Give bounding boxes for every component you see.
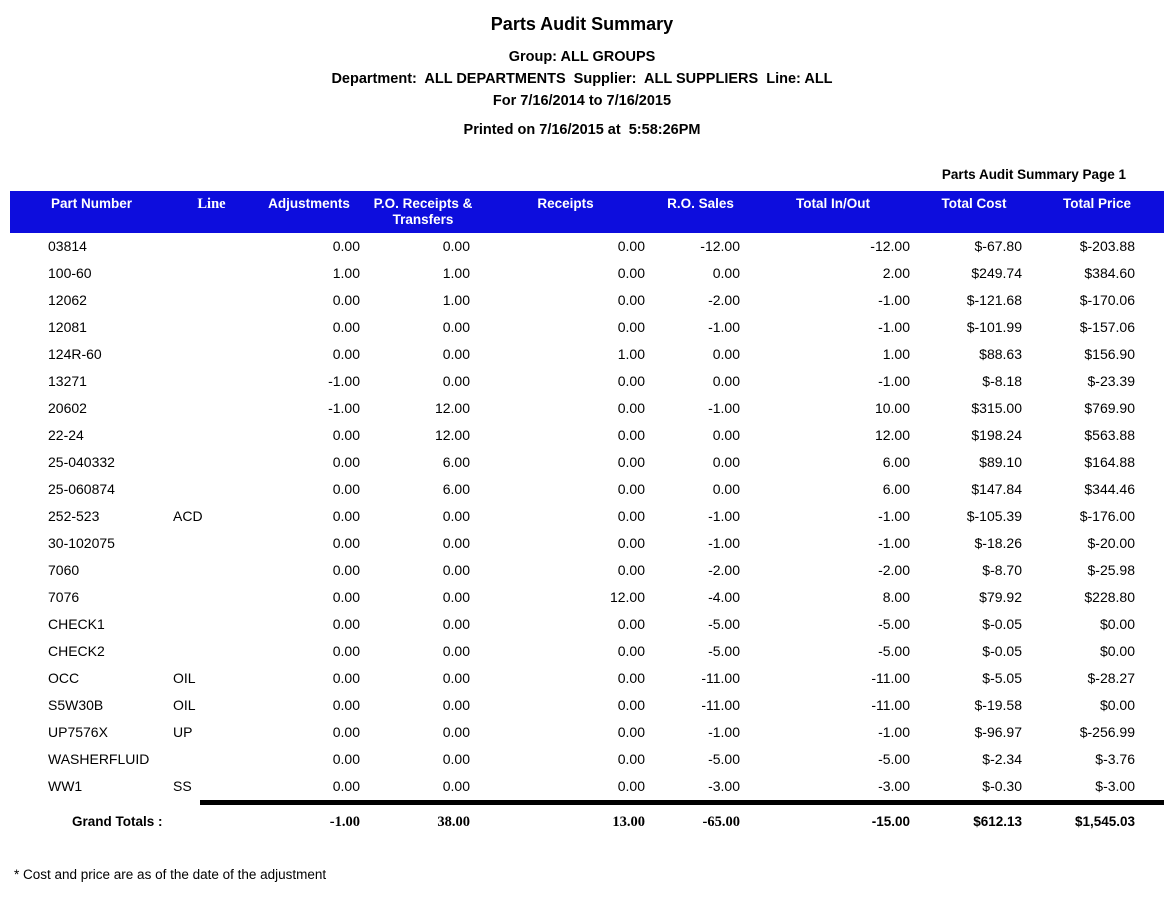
cell-adjustments: 0.00: [332, 508, 360, 524]
cell-line: [173, 233, 250, 260]
cell-adjustments: 0.00: [332, 292, 360, 308]
cell-ro-sales: -5.00: [708, 616, 740, 632]
cell-part-number: 12081: [48, 319, 87, 335]
cell-receipts: 0.00: [617, 454, 645, 470]
cell-po-receipts: 0.00: [442, 751, 470, 767]
cell-part-number: 25-060874: [48, 481, 115, 497]
cell-part-number: 7060: [48, 562, 80, 578]
cell-adjustments: -1.00: [328, 373, 360, 389]
cell-total-price: $-203.88: [1079, 238, 1135, 254]
cell-part-number: OCC: [48, 670, 80, 686]
cell-po-receipts: 1.00: [442, 265, 470, 281]
cell-total-cost: $-2.34: [982, 751, 1022, 767]
cell-ro-sales: 0.00: [712, 265, 740, 281]
cell-total-in-out: -5.00: [878, 751, 910, 767]
cell-total-in-out: 1.00: [882, 346, 910, 362]
cell-ro-sales: -5.00: [708, 751, 740, 767]
table-row: [10, 584, 1164, 611]
cell-po-receipts: 0.00: [442, 562, 470, 578]
column-header-adjustments: Adjustments: [268, 196, 350, 211]
cell-total-in-out: -11.00: [871, 670, 910, 686]
cell-part-number: CHECK1: [48, 616, 105, 632]
cell-total-cost: $-96.97: [974, 724, 1022, 740]
cell-ro-sales: -11.00: [701, 697, 740, 713]
cell-line: [173, 476, 250, 503]
grand-total-line-empty: [173, 807, 250, 837]
cell-total-price: $-157.06: [1079, 319, 1135, 335]
cell-ro-sales: 0.00: [712, 454, 740, 470]
cell-part-number: 13271: [48, 373, 87, 389]
cell-receipts: 0.00: [617, 562, 645, 578]
cell-adjustments: 0.00: [332, 697, 360, 713]
cell-receipts: 0.00: [617, 319, 645, 335]
column-header-total-price: Total Price: [1062, 196, 1132, 211]
grand-total-adjustments: -1.00: [329, 814, 360, 830]
cell-total-price: $384.60: [1084, 265, 1135, 281]
grand-total-po-receipts: 38.00: [437, 814, 470, 830]
cell-total-price: $-3.00: [1095, 778, 1135, 794]
table-row: [10, 287, 1164, 314]
cell-po-receipts: 0.00: [442, 373, 470, 389]
column-header-total-in-out: Total In/Out: [796, 196, 870, 211]
report-printed-line: Printed on 7/16/2015 at 5:58:26PM: [463, 122, 701, 138]
cell-adjustments: 0.00: [332, 427, 360, 443]
cell-ro-sales: -4.00: [708, 589, 740, 605]
cell-total-price: $-28.27: [1087, 670, 1135, 686]
table-row: [10, 773, 1164, 800]
table-row: [10, 611, 1164, 638]
cell-po-receipts: 0.00: [442, 508, 470, 524]
report-filters-line: Department: ALL DEPARTMENTS Supplier: ALL SUPPLIERS Line: ALL: [331, 71, 833, 87]
cell-part-number: 100-60: [48, 265, 92, 281]
cell-receipts: 0.00: [617, 778, 645, 794]
cell-total-price: $769.90: [1084, 400, 1135, 416]
cell-total-cost: $-121.68: [966, 292, 1022, 308]
table-row: [10, 476, 1164, 503]
cell-receipts: 0.00: [617, 643, 645, 659]
cell-total-in-out: 8.00: [882, 589, 910, 605]
cell-line: [173, 638, 250, 665]
table-row: [10, 530, 1164, 557]
cell-ro-sales: -1.00: [708, 400, 740, 416]
table-row: [10, 638, 1164, 665]
grand-total-price: $1,545.03: [1074, 814, 1135, 829]
cell-adjustments: 0.00: [332, 346, 360, 362]
cell-po-receipts: 0.00: [442, 535, 470, 551]
column-header-receipts: Receipts: [537, 196, 594, 211]
page-number-label: Parts Audit Summary Page 1: [941, 167, 1126, 182]
cell-line: [173, 395, 250, 422]
cell-receipts: 0.00: [617, 265, 645, 281]
cell-adjustments: 0.00: [332, 778, 360, 794]
cell-total-in-out: -1.00: [878, 292, 910, 308]
cell-part-number: 22-24: [48, 427, 84, 443]
grand-total-receipts: 13.00: [612, 814, 645, 830]
table-row: [10, 746, 1164, 773]
cell-adjustments: 0.00: [332, 319, 360, 335]
cell-line: [173, 260, 250, 287]
cell-po-receipts: 0.00: [442, 346, 470, 362]
cell-part-number: 03814: [48, 238, 87, 254]
report-footnote: * Cost and price are as of the date of the adjustment: [14, 867, 327, 882]
cell-adjustments: 0.00: [332, 724, 360, 740]
cell-total-in-out: -12.00: [870, 238, 910, 254]
cell-receipts: 0.00: [617, 670, 645, 686]
cell-total-price: $0.00: [1099, 616, 1135, 632]
cell-adjustments: -1.00: [328, 400, 360, 416]
table-row: [10, 260, 1164, 287]
cell-receipts: 0.00: [617, 238, 645, 254]
cell-ro-sales: -12.00: [700, 238, 740, 254]
cell-total-in-out: -3.00: [878, 778, 910, 794]
cell-ro-sales: -5.00: [708, 643, 740, 659]
cell-po-receipts: 12.00: [434, 427, 470, 443]
cell-total-price: $0.00: [1099, 697, 1135, 713]
cell-total-price: $-176.00: [1079, 508, 1135, 524]
cell-receipts: 0.00: [617, 292, 645, 308]
cell-total-cost: $249.74: [971, 265, 1022, 281]
cell-po-receipts: 6.00: [442, 454, 470, 470]
cell-receipts: 0.00: [617, 373, 645, 389]
cell-total-price: $344.46: [1084, 481, 1135, 497]
cell-receipts: 1.00: [617, 346, 645, 362]
cell-po-receipts: 12.00: [434, 400, 470, 416]
cell-ro-sales: -1.00: [708, 724, 740, 740]
cell-adjustments: 0.00: [332, 670, 360, 686]
cell-total-in-out: -11.00: [871, 697, 910, 713]
column-header-po-receipts-transfers: P.O. Receipts & Transfers: [373, 196, 473, 227]
report-title: Parts Audit Summary: [490, 14, 674, 34]
cell-part-number: 12062: [48, 292, 87, 308]
cell-ro-sales: -2.00: [708, 562, 740, 578]
cell-ro-sales: 0.00: [712, 427, 740, 443]
cell-total-price: $0.00: [1099, 643, 1135, 659]
cell-po-receipts: 0.00: [442, 643, 470, 659]
cell-ro-sales: -3.00: [708, 778, 740, 794]
cell-line: [173, 746, 250, 773]
cell-receipts: 0.00: [617, 535, 645, 551]
cell-total-price: $-25.98: [1087, 562, 1135, 578]
cell-line: [173, 584, 250, 611]
cell-receipts: 0.00: [617, 427, 645, 443]
cell-adjustments: 1.00: [332, 265, 360, 281]
cell-total-in-out: 2.00: [882, 265, 910, 281]
grand-total-in-out: -15.00: [871, 814, 910, 829]
cell-total-in-out: -2.00: [878, 562, 910, 578]
table-header-row: [10, 191, 1164, 233]
cell-po-receipts: 0.00: [442, 616, 470, 632]
table-row: [10, 233, 1164, 260]
cell-part-number: S5W30B: [48, 697, 104, 713]
cell-total-in-out: 10.00: [874, 400, 910, 416]
cell-line: OIL: [173, 697, 196, 713]
cell-adjustments: 0.00: [332, 454, 360, 470]
cell-total-cost: $-101.99: [966, 319, 1022, 335]
cell-receipts: 0.00: [617, 400, 645, 416]
parts-audit-table: [10, 191, 1164, 837]
cell-receipts: 0.00: [617, 481, 645, 497]
table-body: [10, 233, 1164, 800]
grand-total-ro-sales: -65.00: [702, 814, 740, 830]
grand-total-cost: $612.13: [973, 814, 1022, 829]
cell-total-cost: $-0.05: [982, 643, 1022, 659]
table-row: [10, 557, 1164, 584]
report-group-line: Group: ALL GROUPS: [508, 49, 656, 65]
cell-receipts: 0.00: [617, 751, 645, 767]
cell-line: [173, 368, 250, 395]
cell-po-receipts: 0.00: [442, 589, 470, 605]
cell-ro-sales: 0.00: [712, 346, 740, 362]
cell-line: [173, 314, 250, 341]
cell-line: SS: [173, 778, 192, 794]
cell-total-cost: $-8.18: [982, 373, 1022, 389]
cell-adjustments: 0.00: [332, 643, 360, 659]
table-row: [10, 503, 1164, 530]
cell-receipts: 0.00: [617, 697, 645, 713]
cell-line: [173, 341, 250, 368]
cell-part-number: UP7576X: [48, 724, 108, 740]
cell-part-number: 7076: [48, 589, 80, 605]
cell-adjustments: 0.00: [332, 238, 360, 254]
cell-line: [173, 611, 250, 638]
cell-po-receipts: 0.00: [442, 778, 470, 794]
cell-total-price: $-3.76: [1095, 751, 1135, 767]
cell-ro-sales: -11.00: [701, 670, 740, 686]
column-header-total-cost: Total Cost: [941, 196, 1007, 211]
cell-adjustments: 0.00: [332, 616, 360, 632]
cell-total-in-out: -1.00: [878, 508, 910, 524]
cell-total-cost: $-18.26: [974, 535, 1022, 551]
cell-total-cost: $-19.58: [974, 697, 1022, 713]
cell-part-number: WASHERFLUID: [48, 751, 150, 767]
table-row: [10, 692, 1164, 719]
cell-total-cost: $-0.30: [982, 778, 1022, 794]
cell-total-in-out: 6.00: [882, 454, 910, 470]
cell-line: OIL: [173, 670, 196, 686]
cell-receipts: 0.00: [617, 724, 645, 740]
cell-part-number: 252-523: [48, 508, 100, 524]
grand-totals-row: [10, 807, 1164, 837]
cell-part-number: CHECK2: [48, 643, 105, 659]
table-row: [10, 368, 1164, 395]
cell-po-receipts: 0.00: [442, 238, 470, 254]
column-header-line: Line: [197, 196, 226, 212]
cell-total-in-out: -1.00: [878, 373, 910, 389]
cell-total-in-out: 6.00: [882, 481, 910, 497]
cell-line: [173, 557, 250, 584]
table-row: [10, 422, 1164, 449]
cell-part-number: WW1: [48, 778, 83, 794]
grand-totals-label: Grand Totals :: [72, 814, 163, 829]
cell-adjustments: 0.00: [332, 589, 360, 605]
cell-ro-sales: -1.00: [708, 508, 740, 524]
cell-total-cost: $147.84: [971, 481, 1022, 497]
cell-po-receipts: 6.00: [442, 481, 470, 497]
report-header: [0, 0, 1164, 141]
cell-total-price: $-23.39: [1087, 373, 1135, 389]
column-header-part-number: Part Number: [50, 196, 133, 211]
cell-line: [173, 530, 250, 557]
cell-total-cost: $315.00: [971, 400, 1022, 416]
cell-part-number: 25-040332: [48, 454, 115, 470]
cell-total-price: $228.80: [1084, 589, 1135, 605]
cell-po-receipts: 0.00: [442, 697, 470, 713]
cell-line: UP: [173, 724, 193, 740]
cell-adjustments: 0.00: [332, 751, 360, 767]
cell-line: [173, 422, 250, 449]
cell-line: [173, 287, 250, 314]
table-row: [10, 341, 1164, 368]
cell-total-in-out: -1.00: [878, 724, 910, 740]
cell-po-receipts: 0.00: [442, 319, 470, 335]
cell-adjustments: 0.00: [332, 535, 360, 551]
cell-ro-sales: 0.00: [712, 373, 740, 389]
cell-part-number: 30-102075: [48, 535, 115, 551]
cell-ro-sales: -2.00: [708, 292, 740, 308]
cell-receipts: 12.00: [609, 589, 645, 605]
table-row: [10, 314, 1164, 341]
cell-total-cost: $-105.39: [966, 508, 1022, 524]
column-header-ro-sales: R.O. Sales: [667, 196, 734, 211]
cell-total-price: $-20.00: [1087, 535, 1135, 551]
cell-po-receipts: 1.00: [442, 292, 470, 308]
cell-total-cost: $-67.80: [974, 238, 1022, 254]
cell-total-cost: $-8.70: [982, 562, 1022, 578]
cell-ro-sales: -1.00: [708, 535, 740, 551]
grand-totals-separator: [200, 800, 1164, 805]
cell-po-receipts: 0.00: [442, 670, 470, 686]
cell-line: [173, 449, 250, 476]
cell-adjustments: 0.00: [332, 562, 360, 578]
cell-ro-sales: 0.00: [712, 481, 740, 497]
cell-total-cost: $88.63: [979, 346, 1022, 362]
cell-ro-sales: -1.00: [708, 319, 740, 335]
cell-total-cost: $198.24: [971, 427, 1022, 443]
cell-total-price: $-170.06: [1079, 292, 1135, 308]
cell-receipts: 0.00: [617, 508, 645, 524]
cell-total-in-out: -1.00: [878, 319, 910, 335]
report-period-line: For 7/16/2014 to 7/16/2015: [492, 93, 672, 109]
cell-total-cost: $89.10: [979, 454, 1022, 470]
cell-line: ACD: [173, 508, 203, 524]
cell-total-price: $156.90: [1084, 346, 1135, 362]
cell-total-in-out: -5.00: [878, 616, 910, 632]
cell-receipts: 0.00: [617, 616, 645, 632]
table-row: [10, 719, 1164, 746]
table-row: [10, 665, 1164, 692]
cell-total-cost: $-5.05: [982, 670, 1022, 686]
table-row: [10, 395, 1164, 422]
cell-total-price: $563.88: [1084, 427, 1135, 443]
table-row: [10, 449, 1164, 476]
cell-total-price: $-256.99: [1079, 724, 1135, 740]
cell-total-in-out: -5.00: [878, 643, 910, 659]
cell-total-cost: $-0.05: [982, 616, 1022, 632]
cell-total-price: $164.88: [1084, 454, 1135, 470]
cell-total-in-out: 12.00: [874, 427, 910, 443]
cell-total-in-out: -1.00: [878, 535, 910, 551]
cell-adjustments: 0.00: [332, 481, 360, 497]
cell-total-cost: $79.92: [979, 589, 1022, 605]
cell-part-number: 124R-60: [48, 346, 102, 362]
cell-po-receipts: 0.00: [442, 724, 470, 740]
cell-part-number: 20602: [48, 400, 87, 416]
